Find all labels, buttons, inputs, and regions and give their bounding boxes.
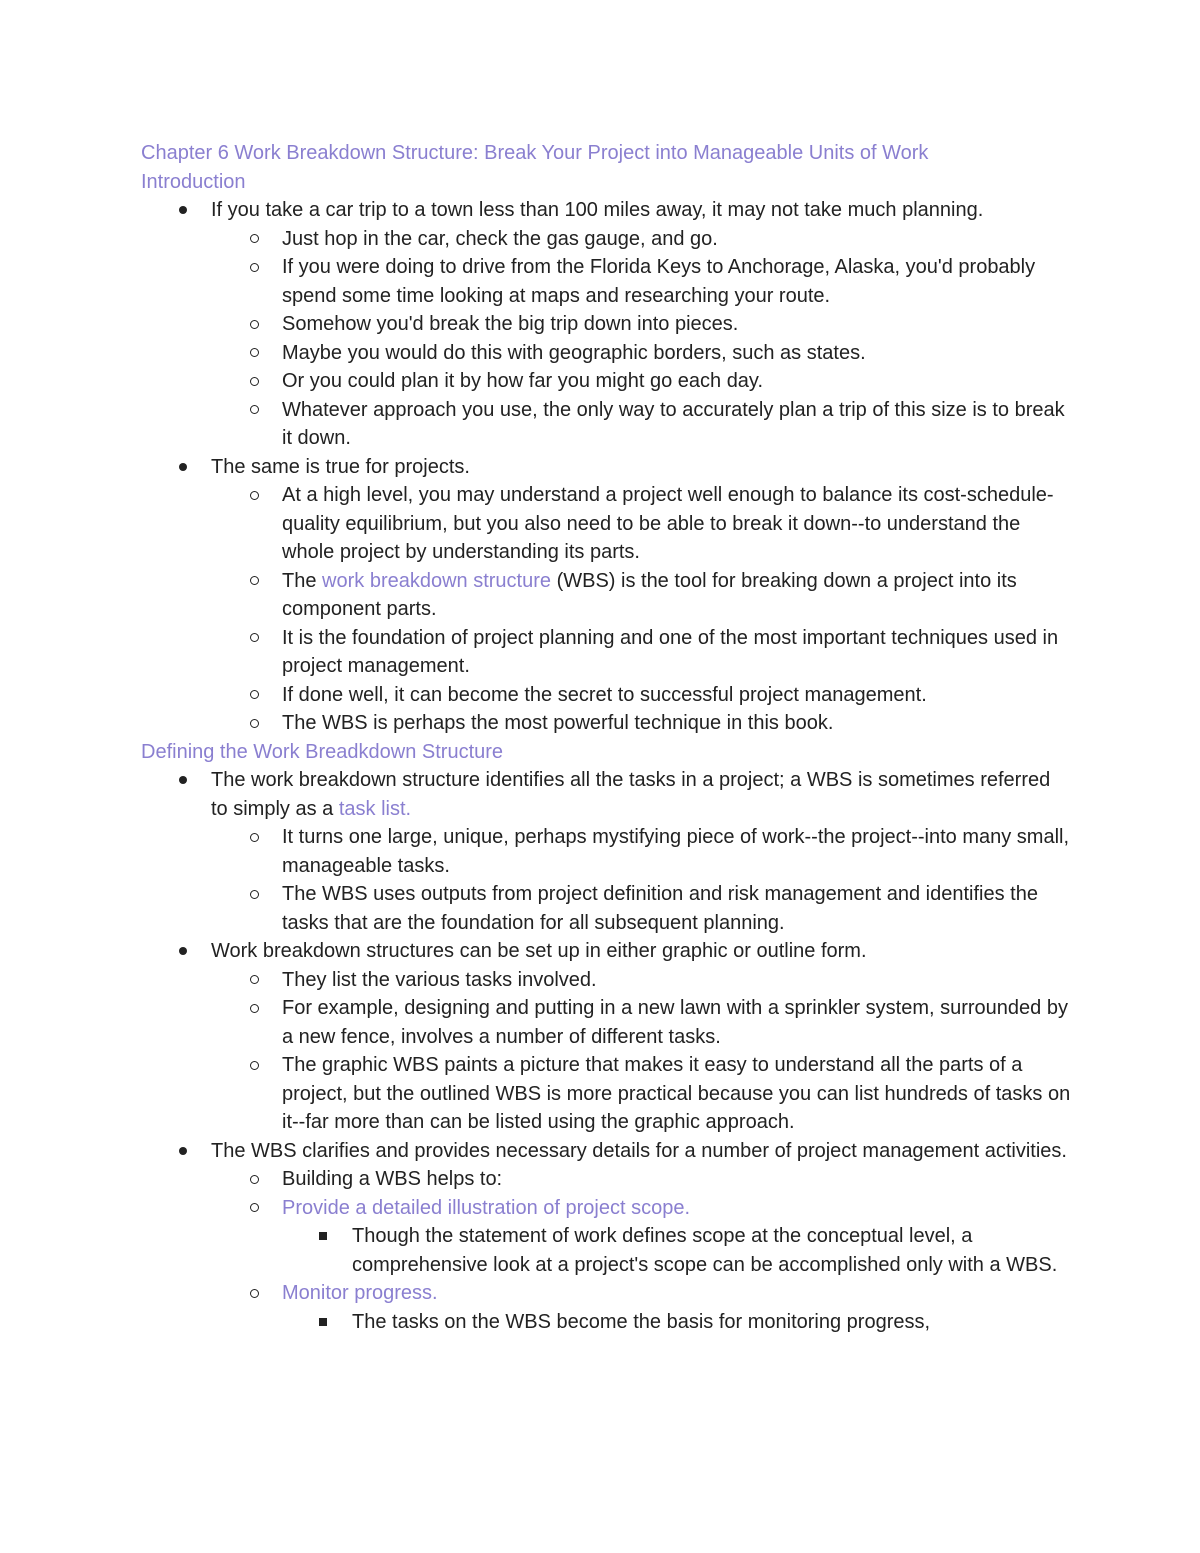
bullet-circle-icon	[244, 1279, 264, 1308]
bullet-circle-icon	[244, 823, 264, 852]
task-list-link[interactable]: task list.	[338, 797, 412, 820]
bullet-circle-icon	[244, 966, 264, 995]
introduction-list	[141, 196, 1071, 738]
list-item: The work breakdown structure identifies all the tasks in a project; a WBS is sometimes referred to simply as a task list.	[141, 766, 1071, 823]
bullet-disc-icon	[173, 766, 193, 795]
bullet-circle-icon	[244, 1165, 264, 1194]
bullet-disc-icon	[173, 196, 193, 225]
list-item: If you were doing to drive from the Florida Keys to Anchorage, Alaska, you'd probably spend some time looking at maps and researching your route.	[141, 253, 1071, 310]
section-heading-defining: Defining the Work Breadkdown Structure	[141, 740, 504, 763]
bullet-circle-icon	[244, 253, 264, 282]
bullet-circle-icon	[244, 709, 264, 738]
list-item: Somehow you'd break the big trip down into pieces.	[141, 310, 1071, 339]
bullet-circle-icon	[244, 367, 264, 396]
list-item: Though the statement of work defines scope at the conceptual level, a comprehensive look at a project's scope can be accomplished only with a WBS.	[141, 1222, 1071, 1279]
list-item: Maybe you would do this with geographic borders, such as states.	[141, 339, 1071, 368]
list-item: It is the foundation of project planning and one of the most important techniques used in project management.	[141, 624, 1071, 681]
wbs-term-link[interactable]: work breakdown structure	[322, 569, 552, 592]
bullet-circle-icon	[244, 994, 264, 1023]
list-item: Provide a detailed illustration of project scope.	[141, 1194, 1071, 1223]
list-item: They list the various tasks involved.	[141, 966, 1071, 995]
list-item: The work breakdown structure (WBS) is the tool for breaking down a project into its component parts.	[141, 567, 1071, 624]
list-item: The graphic WBS paints a picture that makes it easy to understand all the parts of a project, but the outlined WBS is more practical because you can list hundreds of tasks on it--far more than can be listed using the graphic approach.	[141, 1051, 1071, 1137]
list-item: The WBS is perhaps the most powerful technique in this book.	[141, 709, 1071, 738]
bullet-circle-icon	[244, 880, 264, 909]
document-page	[141, 139, 1071, 1336]
bullet-circle-icon	[244, 1194, 264, 1223]
list-item: Building a WBS helps to:	[141, 1165, 1071, 1194]
list-item: If done well, it can become the secret to successful project management.	[141, 681, 1071, 710]
bullet-circle-icon	[244, 225, 264, 254]
list-item: Just hop in the car, check the gas gauge, and go.	[141, 225, 1071, 254]
bullet-disc-icon	[173, 937, 193, 966]
list-item: Monitor progress.	[141, 1279, 1071, 1308]
list-item: The WBS uses outputs from project definition and risk management and identifies the tasks that are the foundation for all subsequent planning.	[141, 880, 1071, 937]
section-heading-introduction: Introduction	[141, 170, 246, 193]
list-item: It turns one large, unique, perhaps mystifying piece of work--the project--into many small, manageable tasks.	[141, 823, 1071, 880]
bullet-circle-icon	[244, 567, 264, 596]
bullet-circle-icon	[244, 624, 264, 653]
chapter-title: Chapter 6 Work Breakdown Structure: Break Your Project into Manageable Units of Work	[141, 142, 929, 164]
list-item: The WBS clarifies and provides necessary details for a number of project management activities.	[141, 1137, 1071, 1166]
list-item: At a high level, you may understand a project well enough to balance its cost-schedule-quality equilibrium, but you also need to be able to break it down--to understand the whole project by understanding its parts.	[141, 481, 1071, 567]
bullet-circle-icon	[244, 310, 264, 339]
defining-list	[141, 766, 1071, 1336]
bullet-disc-icon	[173, 1137, 193, 1166]
list-item: For example, designing and putting in a new lawn with a sprinkler system, surrounded by a new fence, involves a number of different tasks.	[141, 994, 1071, 1051]
bullet-circle-icon	[244, 339, 264, 368]
list-item: Or you could plan it by how far you might go each day.	[141, 367, 1071, 396]
list-item: If you take a car trip to a town less than 100 miles away, it may not take much planning.	[141, 196, 1071, 225]
bullet-circle-icon	[244, 481, 264, 510]
list-item: The same is true for projects.	[141, 453, 1071, 482]
bullet-circle-icon	[244, 681, 264, 710]
list-item: The tasks on the WBS become the basis for monitoring progress,	[141, 1308, 1071, 1337]
bullet-disc-icon	[173, 453, 193, 482]
list-item: Work breakdown structures can be set up in either graphic or outline form.	[141, 937, 1071, 966]
bullet-circle-icon	[244, 1051, 264, 1080]
bullet-circle-icon	[244, 396, 264, 425]
bullet-square-icon	[313, 1308, 333, 1337]
bullet-square-icon	[313, 1222, 333, 1251]
list-item: Whatever approach you use, the only way to accurately plan a trip of this size is to break it down.	[141, 396, 1071, 453]
